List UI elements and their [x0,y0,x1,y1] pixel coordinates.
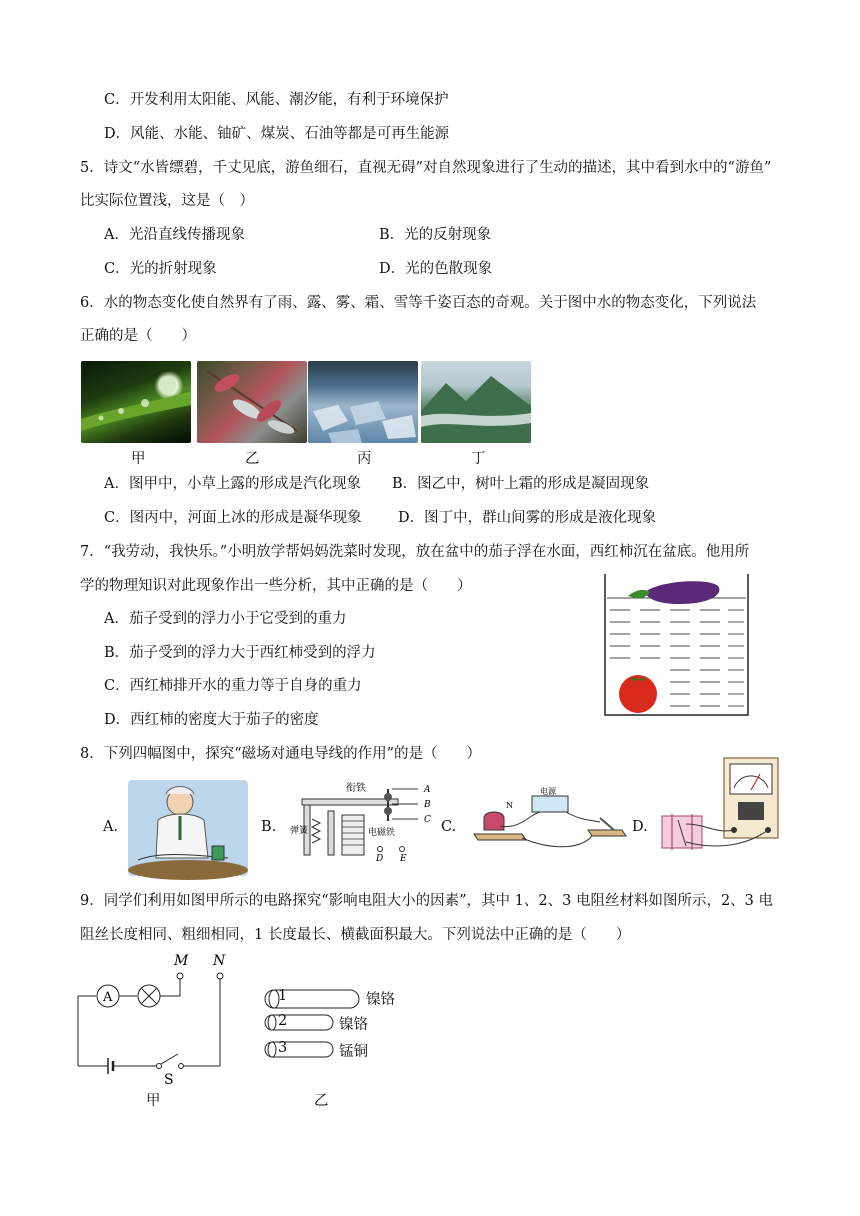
relay-terminal-e-label: E [400,854,407,864]
motor-rail-figure [470,787,630,850]
wire-2-material: 镍铬 [339,1017,368,1033]
battery-icon [108,1058,113,1074]
caption-jia: 甲 [131,451,146,467]
caption-circuit-jia: 甲 [146,1093,161,1109]
q8-label-b: B. [261,819,277,835]
wire-2-number: 2 [278,1013,288,1029]
wire-1-material: 镍铬 [366,992,395,1008]
q7-option-b: B．茄子受到的浮力大于西红柿受到的浮力 [104,645,376,661]
dew-on-grass-photo [81,361,191,443]
q4-option-d: D．风能、水能、铀矿、煤炭、石油等都是可再生能源 [104,126,450,142]
q8-label-d: D. [632,819,648,835]
terminal-n-label: N [213,953,226,969]
switch-icon [157,1054,184,1069]
eggplant-icon [628,581,719,604]
lamp-icon [138,985,160,1007]
relay-spring-label: 弹簧 [290,826,309,836]
basin-figure [600,572,760,722]
q9-stem-line2: 阻丝长度相同、粗细相同，1 长度最长、横截面积最大。下列说法中正确的是（ ） [80,927,631,943]
magnet-n-label: N [506,801,513,810]
q6-option-c: C．图丙中，河面上冰的形成是凝华现象 [104,510,362,526]
q7-stem-line1: 7．“我劳动，我快乐。”小明放学帮妈妈洗菜时发现，放在盆中的茄子浮在水面，西红柿沉在盆底。他用所 [80,544,750,560]
caption-yi: 乙 [245,451,260,467]
caption-ding: 丁 [471,451,486,467]
terminal-m-label: M [174,953,189,969]
q7-option-d: D．西红柿的密度大于茄子的密度 [104,712,319,728]
q8-stem: 8．下列四幅图中，探究“磁场对通电导线的作用”的是（ ） [80,746,482,762]
q5-option-b: B．光的反射现象 [379,227,492,243]
wire-1-number: 1 [278,988,288,1004]
electromagnetic-relay-figure [288,779,438,864]
resistance-wire-3 [261,1039,341,1061]
q6-stem-line1: 6．水的物态变化使自然界有了雨、露、雾、霜、雪等千姿百态的奇观。关于图中水的物态变化，下列说法 [80,295,757,311]
relay-magnet-label: 电磁铁 [368,828,396,838]
resistance-wire-2 [261,1012,341,1034]
relay-terminal-d-label: D [376,854,384,864]
tomato-icon [619,675,657,713]
caption-bing: 丙 [357,451,372,467]
q5-stem-line2: 比实际位置浅，这是（ ） [80,193,254,209]
wire-3-material: 锰铜 [339,1044,368,1060]
circuit-diagram-jia [70,950,230,1100]
q6-option-a: A．图甲中，小草上露的形成是汽化现象 [104,476,361,492]
q6-option-b: B．图乙中，树叶上霜的形成是凝固现象 [392,476,650,492]
q4-option-c: C．开发利用太阳能、风能、潮汐能，有利于环境保护 [104,92,449,108]
fog-in-mountains-photo [421,361,531,443]
scientist-figure [128,780,248,876]
switch-label: S [164,1072,174,1088]
river-ice-photo [308,361,418,443]
q5-option-c: C．光的折射现象 [104,261,217,277]
relay-terminal-a-label: A [424,785,431,795]
relay-terminal-c-label: C [424,815,431,825]
q5-option-a: A．光沿直线传播现象 [104,227,245,243]
ammeter-label: A [103,990,113,1005]
resistance-wire-1 [261,986,361,1012]
relay-armature-label: 衔铁 [346,783,366,794]
q6-stem-line2: 正确的是（ ） [80,328,196,344]
q5-option-d: D．光的色散现象 [379,261,493,277]
q7-stem-line2: 学的物理知识对此现象作出一些分析，其中正确的是（ ） [80,578,472,594]
q8-label-a: A. [103,819,119,835]
q9-stem-line1: 9．同学们利用如图甲所示的电路探究“影响电阻大小的因素”，其中 1、2、3 电阻丝材料如图所示，2、3 电 [80,893,774,909]
q6-option-d: D．图丁中，群山间雾的形成是液化现象 [398,510,657,526]
generator-galvanometer-figure [656,754,786,854]
frost-on-leaves-photo [197,361,307,443]
caption-wires-yi: 乙 [314,1093,329,1109]
wire-3-number: 3 [278,1040,288,1056]
q7-option-c: C．西红柿排开水的重力等于自身的重力 [104,678,362,694]
q5-stem-line1: 5．诗文“水皆缥碧，千丈见底，游鱼细石，直视无碍”对自然现象进行了生动的描述，其中看到水中的“游鱼” [80,160,772,176]
power-source-label: 电源 [540,787,556,796]
q7-option-a: A．茄子受到的浮力小于它受到的重力 [104,611,347,627]
q8-label-c: C. [441,819,457,835]
relay-terminal-b-label: B [424,800,431,810]
